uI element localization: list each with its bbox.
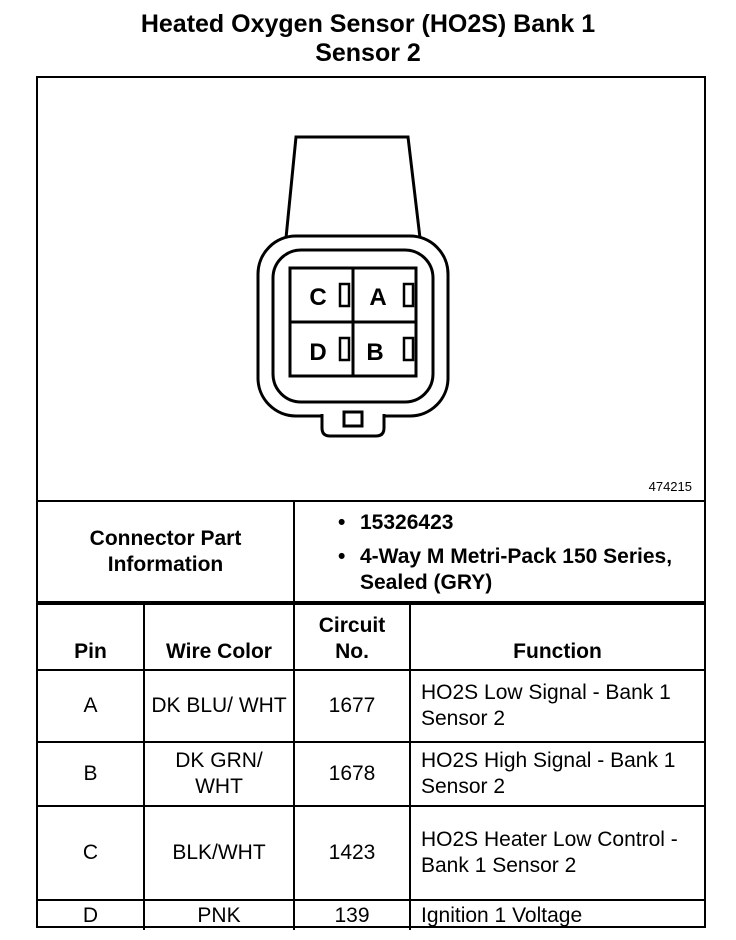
pin-label-d: D	[309, 339, 327, 366]
pin-cell: A	[38, 670, 144, 742]
circuit-cell: 139	[294, 900, 410, 930]
table-header-row	[38, 604, 704, 670]
pin-label-a: A	[369, 284, 387, 311]
function-cell: HO2S Heater Low Control - Bank 1 Sensor 2	[410, 806, 704, 900]
wire-color-cell: PNK	[144, 900, 294, 930]
function-cell: HO2S Low Signal - Bank 1 Sensor 2	[410, 670, 704, 742]
part-info-list	[334, 510, 694, 604]
circuit-cell: 1423	[294, 806, 410, 900]
function-cell: Ignition 1 Voltage	[410, 900, 704, 930]
wire-color-cell: DK BLU/ WHT	[144, 670, 294, 742]
terminal-lock-a	[404, 284, 413, 306]
connector-part-info	[38, 502, 704, 603]
header-function: Function	[410, 604, 704, 670]
function-cell: HO2S High Signal - Bank 1 Sensor 2	[410, 742, 704, 806]
header-wire-color: Wire Color	[144, 604, 294, 670]
title-line-1: Heated Oxygen Sensor (HO2S) Bank 1	[140, 10, 596, 38]
figure-number: 474215	[648, 479, 692, 494]
connector-sheet	[36, 76, 706, 928]
terminal-lock-c	[340, 284, 349, 306]
table-row	[38, 900, 704, 930]
pin-cell: B	[38, 742, 144, 806]
circuit-cell: 1677	[294, 670, 410, 742]
header-pin: Pin	[38, 604, 144, 670]
part-number: • 15326423	[334, 510, 694, 536]
table-row	[38, 742, 704, 806]
terminal-lock-d	[340, 338, 349, 360]
title-line-2: Sensor 2	[315, 39, 421, 67]
pin-cell: C	[38, 806, 144, 900]
header-circuit: Circuit No.	[294, 604, 410, 670]
page-title	[0, 10, 736, 68]
table-row	[38, 806, 704, 900]
pinout-table	[38, 603, 704, 930]
connector-face-drawing	[38, 78, 704, 500]
connector-description: • 4-Way M Metri-Pack 150 Series, Sealed (GRY)	[334, 544, 694, 596]
part-info-label: Connector Part Information	[38, 502, 295, 601]
pin-label-c: C	[309, 284, 327, 311]
wire-color-cell: DK GRN/ WHT	[144, 742, 294, 806]
table-row	[38, 670, 704, 742]
pin-cell: D	[38, 900, 144, 930]
connector-latch-slot	[344, 412, 362, 426]
terminal-lock-b	[404, 338, 413, 360]
connector-diagram	[38, 78, 704, 502]
wire-color-cell: BLK/WHT	[144, 806, 294, 900]
pin-label-b: B	[366, 339, 384, 366]
connector-boot	[286, 137, 420, 238]
circuit-cell: 1678	[294, 742, 410, 806]
